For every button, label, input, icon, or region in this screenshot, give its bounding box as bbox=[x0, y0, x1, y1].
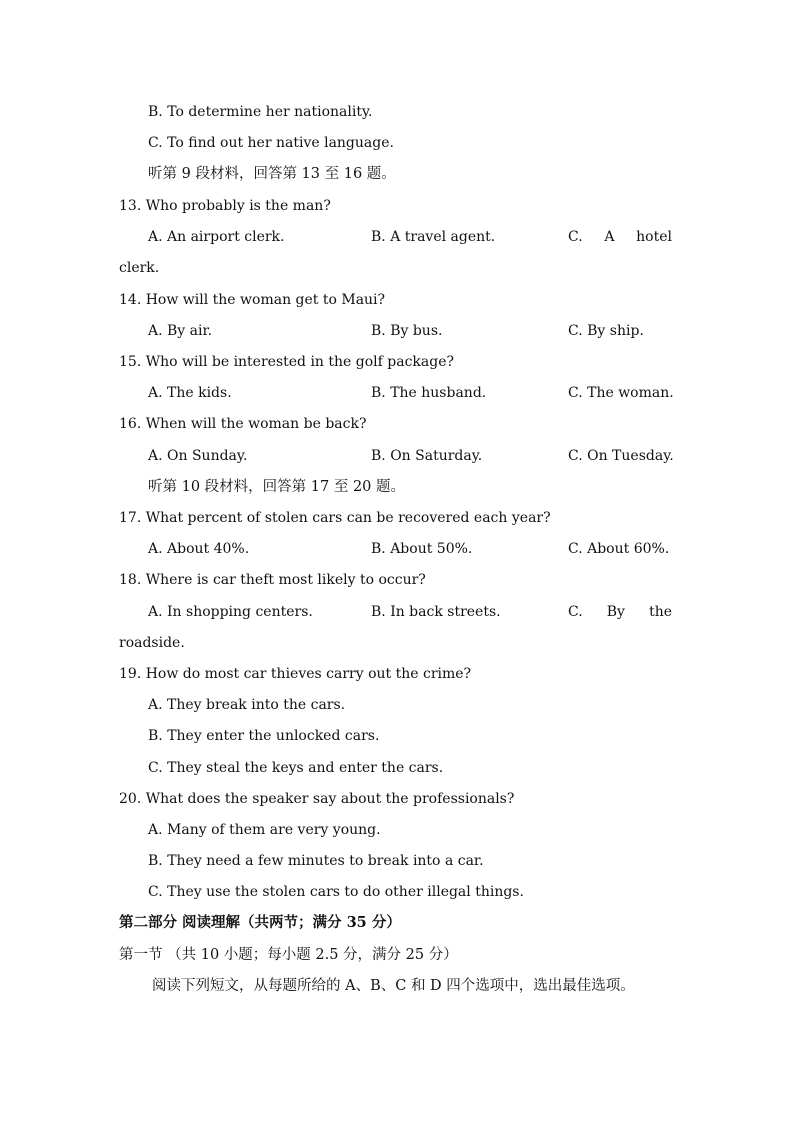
option-14a: A. By air. bbox=[148, 323, 213, 339]
question-14: 14. How will the woman get to Maui? bbox=[119, 292, 386, 308]
option-20c: C. They use the stolen cars to do other illegal things. bbox=[148, 884, 524, 900]
option-13c-continuation: clerk. bbox=[119, 260, 160, 276]
option-13c-part3: hotel bbox=[636, 229, 672, 245]
option-15a: A. The kids. bbox=[148, 385, 232, 401]
option-13c-part2: A bbox=[604, 229, 615, 245]
question-17: 17. What percent of stolen cars can be recovered each year? bbox=[119, 510, 551, 526]
question-20: 20. What does the speaker say about the professionals? bbox=[119, 791, 515, 807]
option-16a: A. On Sunday. bbox=[148, 448, 248, 464]
option-14b: B. By bus. bbox=[371, 323, 443, 339]
option-16b: B. On Saturday. bbox=[371, 448, 483, 464]
option-16c: C. On Tuesday. bbox=[568, 448, 674, 464]
question-19: 19. How do most car thieves carry out the crime? bbox=[119, 666, 472, 682]
question-18: 18. Where is car theft most likely to occur? bbox=[119, 572, 426, 588]
section-instruction-10: 听第 10 段材料，回答第 17 至 20 题。 bbox=[148, 479, 406, 495]
option-13a: A. An airport clerk. bbox=[148, 229, 285, 245]
option-13c-part1: C. bbox=[568, 229, 583, 245]
option-18c-part1: C. bbox=[568, 604, 583, 620]
option-18c-part2: By bbox=[606, 604, 625, 620]
option-20a: A. Many of them are very young. bbox=[148, 822, 381, 838]
option-12c: C. To find out her native language. bbox=[148, 135, 394, 151]
reading-instructions: 阅读下列短文，从每题所给的 A、B、C 和 D 四个选项中，选出最佳选项。 bbox=[152, 978, 635, 994]
section-instruction-9: 听第 9 段材料，回答第 13 至 16 题。 bbox=[148, 166, 396, 182]
option-12b: B. To determine her nationality. bbox=[148, 104, 373, 120]
option-19b: B. They enter the unlocked cars. bbox=[148, 728, 380, 744]
option-20b: B. They need a few minutes to break into a car. bbox=[148, 853, 484, 869]
option-18b: B. In back streets. bbox=[371, 604, 501, 620]
question-15: 15. Who will be interested in the golf package? bbox=[119, 354, 455, 370]
question-13: 13. Who probably is the man? bbox=[119, 198, 331, 214]
option-18a: A. In shopping centers. bbox=[148, 604, 313, 620]
part-two-heading: 第二部分 阅读理解（共两节；满分 35 分） bbox=[119, 914, 401, 931]
section-one-heading: 第一节 （共 10 小题；每小题 2.5 分，满分 25 分） bbox=[119, 947, 458, 963]
option-17c: C. About 60%. bbox=[568, 541, 670, 557]
option-15c: C. The woman. bbox=[568, 385, 674, 401]
option-17a: A. About 40%. bbox=[148, 541, 250, 557]
option-19a: A. They break into the cars. bbox=[148, 697, 346, 713]
option-13c bbox=[568, 227, 672, 247]
option-18c-part3: the bbox=[649, 604, 672, 620]
question-16: 16. When will the woman be back? bbox=[119, 416, 367, 432]
option-15b: B. The husband. bbox=[371, 385, 487, 401]
option-17b: B. About 50%. bbox=[371, 541, 473, 557]
option-18c bbox=[568, 602, 672, 622]
option-14c: C. By ship. bbox=[568, 323, 644, 339]
option-19c: C. They steal the keys and enter the cars. bbox=[148, 760, 444, 776]
option-13b: B. A travel agent. bbox=[371, 229, 496, 245]
option-18c-continuation: roadside. bbox=[119, 635, 185, 651]
